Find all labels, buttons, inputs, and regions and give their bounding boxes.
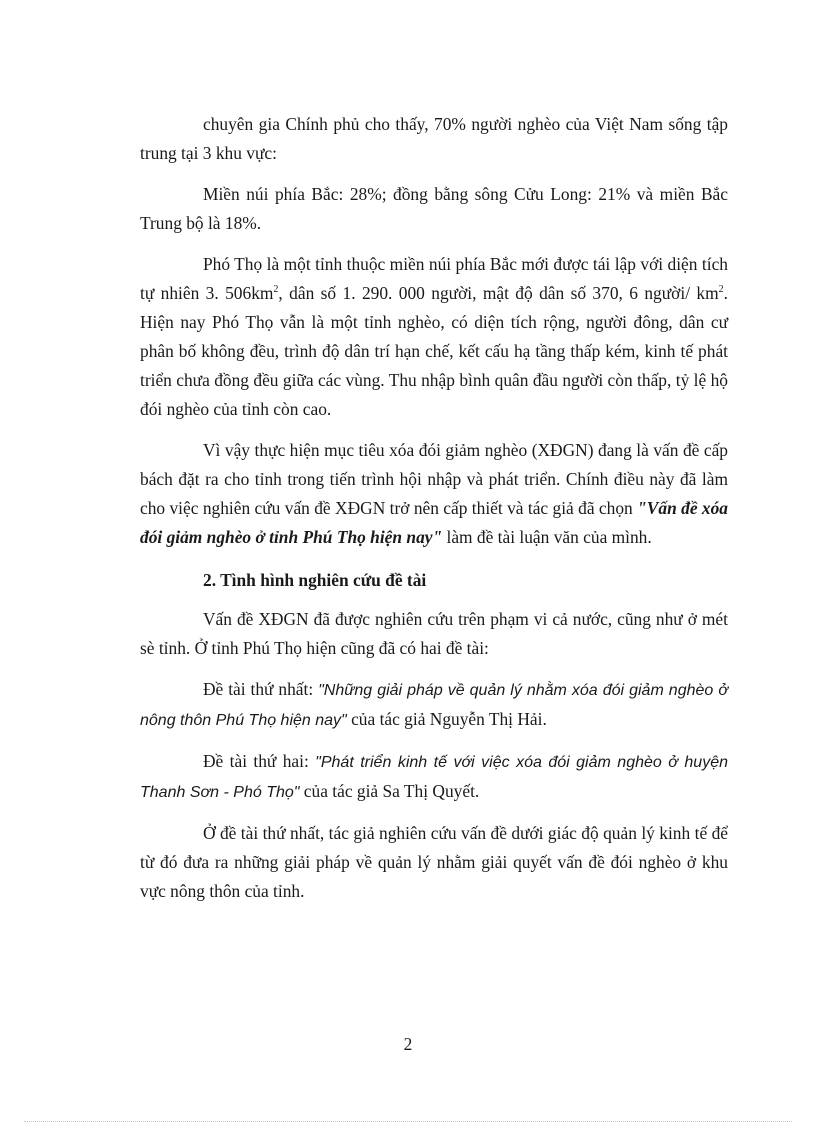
paragraph-7-after: của tác giả Sa Thị Quyết. <box>299 781 480 801</box>
paragraph-3 <box>140 250 728 424</box>
first-topic-title: "Những giải pháp về quản lý nhằm xóa đói giảm nghèo ở nông thôn Phú Thọ hiện nay" <box>140 682 728 729</box>
paragraph-8: Ở đề tài thứ nhất, tác giả nghiên cứu vấn đề dưới giác độ quản lý kinh tế để từ đó đưa ra những giải pháp về quản lý nhằm giải quyết vấn đề đói nghèo ở khu vực nông thôn của tỉnh. <box>140 823 728 901</box>
page-number: 2 <box>403 1034 413 1054</box>
page-bottom-border <box>24 1121 792 1122</box>
paragraph-7-lead: Đề tài thứ hai: <box>203 751 316 771</box>
paragraph-7 <box>140 747 728 807</box>
paragraph-6 <box>140 675 728 735</box>
superscript-2-density: 2 <box>718 284 724 296</box>
superscript-2-area: 2 <box>273 284 279 296</box>
paragraph-4-before: Vì vậy thực hiện mục tiêu xóa đói giảm nghèo (XĐGN) đang là vấn đề cấp bách đặt ra cho tỉnh trong tiến trình hội nhập và phát triển. Chính điều này đã làm cho việc nghiên cứu vấn đề XĐGN trở nên cấp thiết và tác giả đã chọn <box>140 440 728 518</box>
paragraph-6-after: của tác giả Nguyễn Thị Hải. <box>346 709 547 729</box>
paragraph-3-part-3: . Hiện nay Phó Thọ vẫn là một tỉnh nghèo, có diện tích rộng, người đông, dân cư phân bố không đều, trình độ dân trí hạn chế, kết cấu hạ tầng thấp kém, kinh tế phát triển chưa đồng đều giữa các vùng. Thu nhập bình quân đầu người còn thấp, tỷ lệ hộ đói nghèo của tỉnh còn cao. <box>140 283 728 419</box>
paragraph-2: Miền núi phía Bắc: 28%; đồng bằng sông Cửu Long: 21% và miền Bắc Trung bộ là 18%. <box>140 184 728 233</box>
thesis-title: "Vấn đề xóa đói giảm nghèo ở tỉnh Phú Thọ hiện nay" <box>140 498 728 547</box>
page-body <box>140 110 728 918</box>
paragraph-4 <box>140 436 728 552</box>
paragraph-4-after: làm đề tài luận văn của mình. <box>442 527 652 547</box>
section-heading: 2. Tình hình nghiên cứu đề tài <box>203 570 427 590</box>
paragraph-3-part-2: , dân số 1. 290. 000 người, mật độ dân số 370, 6 người/ km <box>278 283 719 303</box>
paragraph-5: Vấn đề XĐGN đã được nghiên cứu trên phạm vi cả nước, cũng như ở mét sè tỉnh. Ở tỉnh Phú Thọ hiện cũng đã có hai đề tài: <box>140 609 728 658</box>
paragraph-3-part-1: Phó Thọ là một tỉnh thuộc miền núi phía Bắc mới được tái lập với diện tích tự nhiên 3. 506km <box>140 254 728 303</box>
second-topic-title: "Phát triển kinh tế với việc xóa đói giảm nghèo ở huyện Thanh Sơn - Phó Thọ" <box>140 754 728 801</box>
paragraph-1: chuyên gia Chính phủ cho thấy, 70% người nghèo của Việt Nam sống tập trung tại 3 khu vực: <box>140 114 728 163</box>
paragraph-6-lead: Đề tài thứ nhất: <box>203 679 319 699</box>
